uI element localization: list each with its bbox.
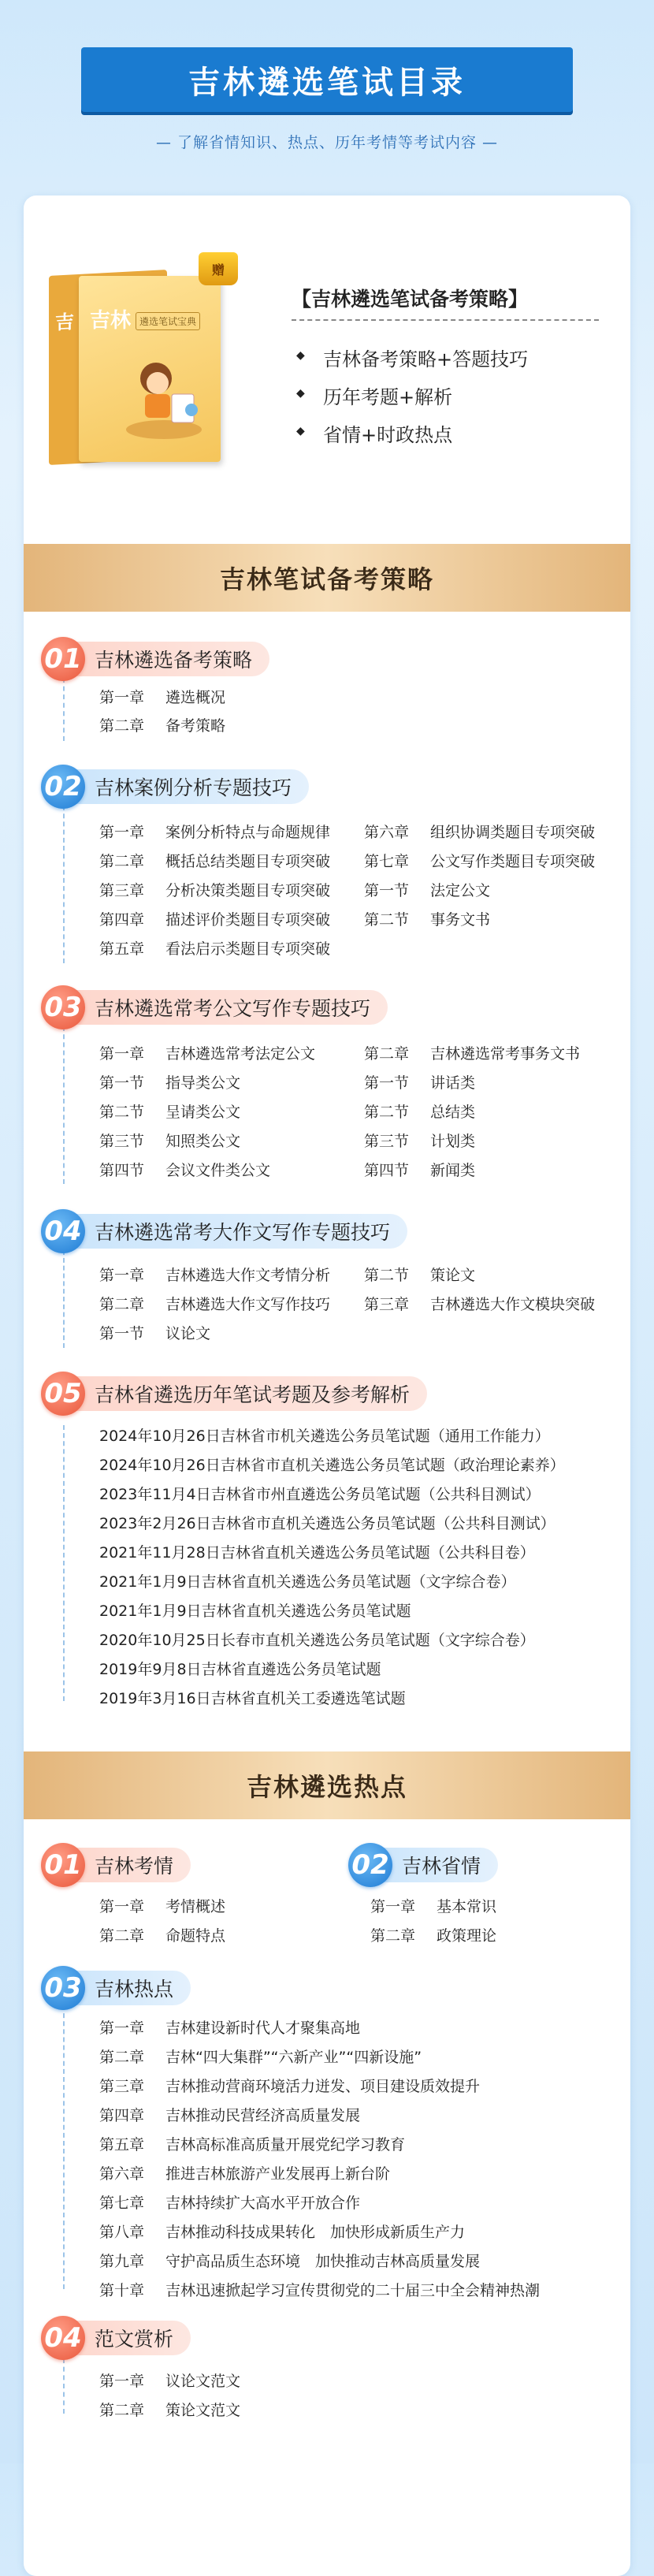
section-number: 03 bbox=[41, 985, 85, 1029]
section-number: 04 bbox=[41, 2316, 85, 2360]
page-title: 吉林遴选笔试目录 bbox=[188, 64, 466, 101]
toc-row: 第五章 看法启示类题目专项突破 bbox=[99, 940, 331, 958]
toc-row: 第二章 吉林“四大集群”“六新产业”“四新设施” bbox=[99, 2049, 422, 2066]
toc-row: 第二节 事务文书 bbox=[364, 911, 491, 929]
section-number: 03 bbox=[41, 1966, 85, 2010]
toc-row: 第三章 吉林推动营商环境活力迸发、项目建设质效提升 bbox=[99, 2078, 481, 2095]
promo-item: ◆ 历年考题+解析 bbox=[301, 382, 452, 409]
toc-row: 第一章 案例分析特点与命题规律 bbox=[99, 824, 331, 841]
section-title: 吉林遴选常考大作文写作专题技巧 bbox=[63, 1214, 407, 1249]
toc-row: 第七章 吉林持续扩大高水平开放合作 bbox=[99, 2194, 361, 2212]
toc-row: 第七章 公文写作类题目专项突破 bbox=[364, 853, 596, 870]
exam-item: 2024年10月26日吉林省市直机关遴选公务员笔试题（政治理论素养） bbox=[99, 1457, 565, 1474]
section-title: 吉林省情 bbox=[370, 1848, 498, 1882]
toc-row: 第八章 吉林推动科技成果转化 加快形成新质生产力 bbox=[99, 2224, 466, 2241]
toc-row: 第二章 吉林遴选大作文写作技巧 bbox=[99, 1296, 331, 1313]
gift-badge: 赠 bbox=[199, 252, 238, 285]
toc-row: 第二节 呈请类公文 bbox=[99, 1104, 241, 1121]
section-banner-strategy: 吉林笔试备考策略 bbox=[24, 544, 630, 612]
toc-row: 第一节 议论文 bbox=[99, 1325, 211, 1342]
toc-row: 第一章 议论文范文 bbox=[99, 2373, 241, 2390]
toc-row: 第二节 策论文 bbox=[364, 1267, 476, 1284]
toc-row: 第四章 吉林推动民营经济高质量发展 bbox=[99, 2107, 361, 2124]
promo-divider bbox=[292, 319, 599, 321]
section-title: 吉林案例分析专题技巧 bbox=[63, 769, 309, 804]
section-number: 04 bbox=[41, 1209, 85, 1253]
toc-row: 第六章 推进吉林旅游产业发展再上新台阶 bbox=[99, 2165, 391, 2183]
book-title: 吉林 bbox=[90, 309, 132, 333]
dashed-connector bbox=[63, 2358, 65, 2414]
dashed-connector bbox=[63, 1026, 65, 1184]
section-title: 吉林热点 bbox=[63, 1971, 191, 2005]
toc-row: 第四节 会议文件类公文 bbox=[99, 1162, 271, 1179]
book-illustration bbox=[124, 355, 203, 441]
exam-item: 2021年1月9日吉林省直机关遴选公务员笔试题（文字综合卷） bbox=[99, 1573, 516, 1591]
exam-item: 2023年2月26日吉林省市直机关遴选公务员笔试题（公共科目测试） bbox=[99, 1515, 556, 1532]
toc-row: 第三节 计划类 bbox=[364, 1133, 476, 1150]
section-title: 吉林遴选常考公文写作专题技巧 bbox=[63, 990, 388, 1025]
dashed-connector bbox=[63, 1425, 65, 1701]
page-title-bar bbox=[81, 47, 573, 112]
toc-row: 第一章 吉林遴选常考法定公文 bbox=[99, 1045, 316, 1063]
page-subtitle: — 了解省情知识、热点、历年考情等考试内容 — bbox=[155, 134, 499, 151]
toc-row: 第一章 考情概述 bbox=[99, 1898, 226, 1915]
section-number: 02 bbox=[348, 1843, 392, 1887]
toc-row: 第二章 概括总结类题目专项突破 bbox=[99, 853, 331, 870]
book-subtitle: 遴选笔试宝典 bbox=[136, 312, 200, 330]
dashed-connector bbox=[63, 1250, 65, 1348]
exam-item: 2021年1月9日吉林省直机关遴选公务员笔试题 bbox=[99, 1603, 411, 1620]
section-banner-hotspots: 吉林遴选热点 bbox=[24, 1751, 630, 1819]
toc-row: 第三章 分析决策类题目专项突破 bbox=[99, 882, 331, 899]
toc-row: 第一节 指导类公文 bbox=[99, 1074, 241, 1092]
book-side-text: 吉 bbox=[55, 310, 74, 334]
toc-row: 第二章 政策理论 bbox=[370, 1927, 497, 1945]
dashed-connector bbox=[63, 806, 65, 963]
promo-item: ◆ 吉林备考策略+答题技巧 bbox=[301, 344, 528, 371]
toc-row: 第一章 基本常识 bbox=[370, 1898, 497, 1915]
section-title: 吉林省遴选历年笔试考题及参考解析 bbox=[63, 1376, 427, 1411]
exam-item: 2021年11月28日吉林省直机关遴选公务员笔试题（公共科目卷） bbox=[99, 1544, 535, 1562]
toc-row: 第一章 吉林建设新时代人才聚集高地 bbox=[99, 2019, 361, 2037]
toc-row: 第二章 命题特点 bbox=[99, 1927, 226, 1945]
toc-row: 第九章 守护高品质生态环境 加快推动吉林高质量发展 bbox=[99, 2253, 481, 2270]
toc-row: 第二节 总结类 bbox=[364, 1104, 476, 1121]
promo-title: 【吉林遴选笔试备考策略】 bbox=[292, 288, 529, 311]
exam-item: 2019年9月8日吉林省直遴选公务员笔试题 bbox=[99, 1661, 381, 1678]
section-title: 吉林考情 bbox=[63, 1848, 191, 1882]
section-number: 01 bbox=[41, 1843, 85, 1887]
toc-row: 第一章 吉林遴选大作文考情分析 bbox=[99, 1267, 331, 1284]
toc-row: 第一章 遴选概况 bbox=[99, 689, 226, 706]
toc-row: 第三节 知照类公文 bbox=[99, 1133, 241, 1150]
section-title: 吉林遴选备考策略 bbox=[63, 642, 269, 676]
toc-row: 第二章 策论文范文 bbox=[99, 2402, 241, 2419]
dashed-connector bbox=[63, 678, 65, 741]
toc-row: 第二章 备考策略 bbox=[99, 717, 226, 735]
toc-row: 第一节 法定公文 bbox=[364, 882, 491, 899]
section-title: 范文赏析 bbox=[63, 2321, 191, 2355]
section-number: 05 bbox=[41, 1372, 85, 1416]
dashed-connector bbox=[63, 2005, 65, 2289]
exam-item: 2019年3月16日吉林省直机关工委遴选笔试题 bbox=[99, 1690, 406, 1707]
toc-row: 第五章 吉林高标准高质量开展党纪学习教育 bbox=[99, 2136, 406, 2153]
toc-row: 第一节 讲话类 bbox=[364, 1074, 476, 1092]
exam-item: 2024年10月26日吉林省市机关遴选公务员笔试题（通用工作能力） bbox=[99, 1428, 550, 1445]
book-cover bbox=[49, 260, 230, 465]
section-number: 02 bbox=[41, 765, 85, 809]
toc-row: 第三章 吉林遴选大作文模块突破 bbox=[364, 1296, 596, 1313]
exam-item: 2020年10月25日长春市直机关遴选公务员笔试题（文字综合卷） bbox=[99, 1632, 535, 1649]
promo-item: ◆ 省情+时政热点 bbox=[301, 419, 452, 447]
toc-row: 第四章 描述评价类题目专项突破 bbox=[99, 911, 331, 929]
toc-row: 第二章 吉林遴选常考事务文书 bbox=[364, 1045, 581, 1063]
toc-row: 第六章 组织协调类题目专项突破 bbox=[364, 824, 596, 841]
toc-row: 第四节 新闻类 bbox=[364, 1162, 476, 1179]
exam-item: 2023年11月4日吉林省市州直遴选公务员笔试题（公共科目测试） bbox=[99, 1486, 541, 1503]
toc-row: 第十章 吉林迅速掀起学习宣传贯彻党的二十届三中全会精神热潮 bbox=[99, 2282, 541, 2299]
section-number: 01 bbox=[41, 637, 85, 681]
